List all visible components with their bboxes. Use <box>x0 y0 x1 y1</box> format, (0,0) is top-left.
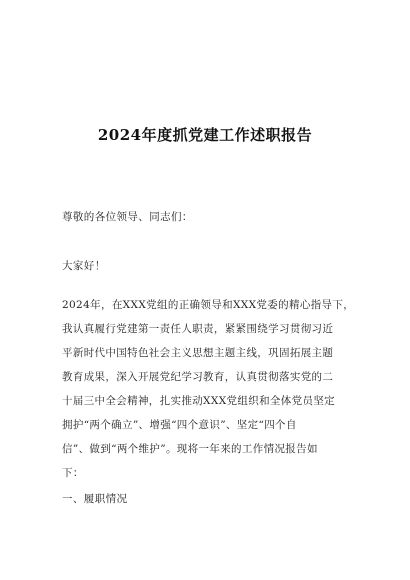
body-line: 拥护“两个确立”、增强“四个意识”、坚定“四个自 <box>62 419 297 431</box>
section-heading: 一、履职情况 <box>62 493 128 505</box>
body-line: 信”、做到“两个维护”。现将一年来的工作情况报告如 <box>62 443 318 455</box>
body-line: 平新时代中国特色社会主义思想主题主线，巩固拓展主题 <box>62 347 334 359</box>
body-line: 十届三中全会精神，扎实推动XXX党组织和全体党员坚定 <box>62 395 336 407</box>
greeting: 大家好！ <box>62 260 106 272</box>
body-line: 我认真履行党建第一责任人职责，紧紧围绕学习贯彻习近 <box>62 323 334 335</box>
body-line: 下： <box>62 467 84 479</box>
document-title: 2024年度抓党建工作述职报告 <box>97 126 313 144</box>
salutation: 尊敬的各位领导、同志们： <box>62 211 193 223</box>
body-line: 2024年，在XXX党组的正确领导和XXX党委的精心指导下， <box>62 299 355 311</box>
body-line: 教育成果，深入开展党纪学习教育，认真贯彻落实党的二 <box>62 371 334 383</box>
